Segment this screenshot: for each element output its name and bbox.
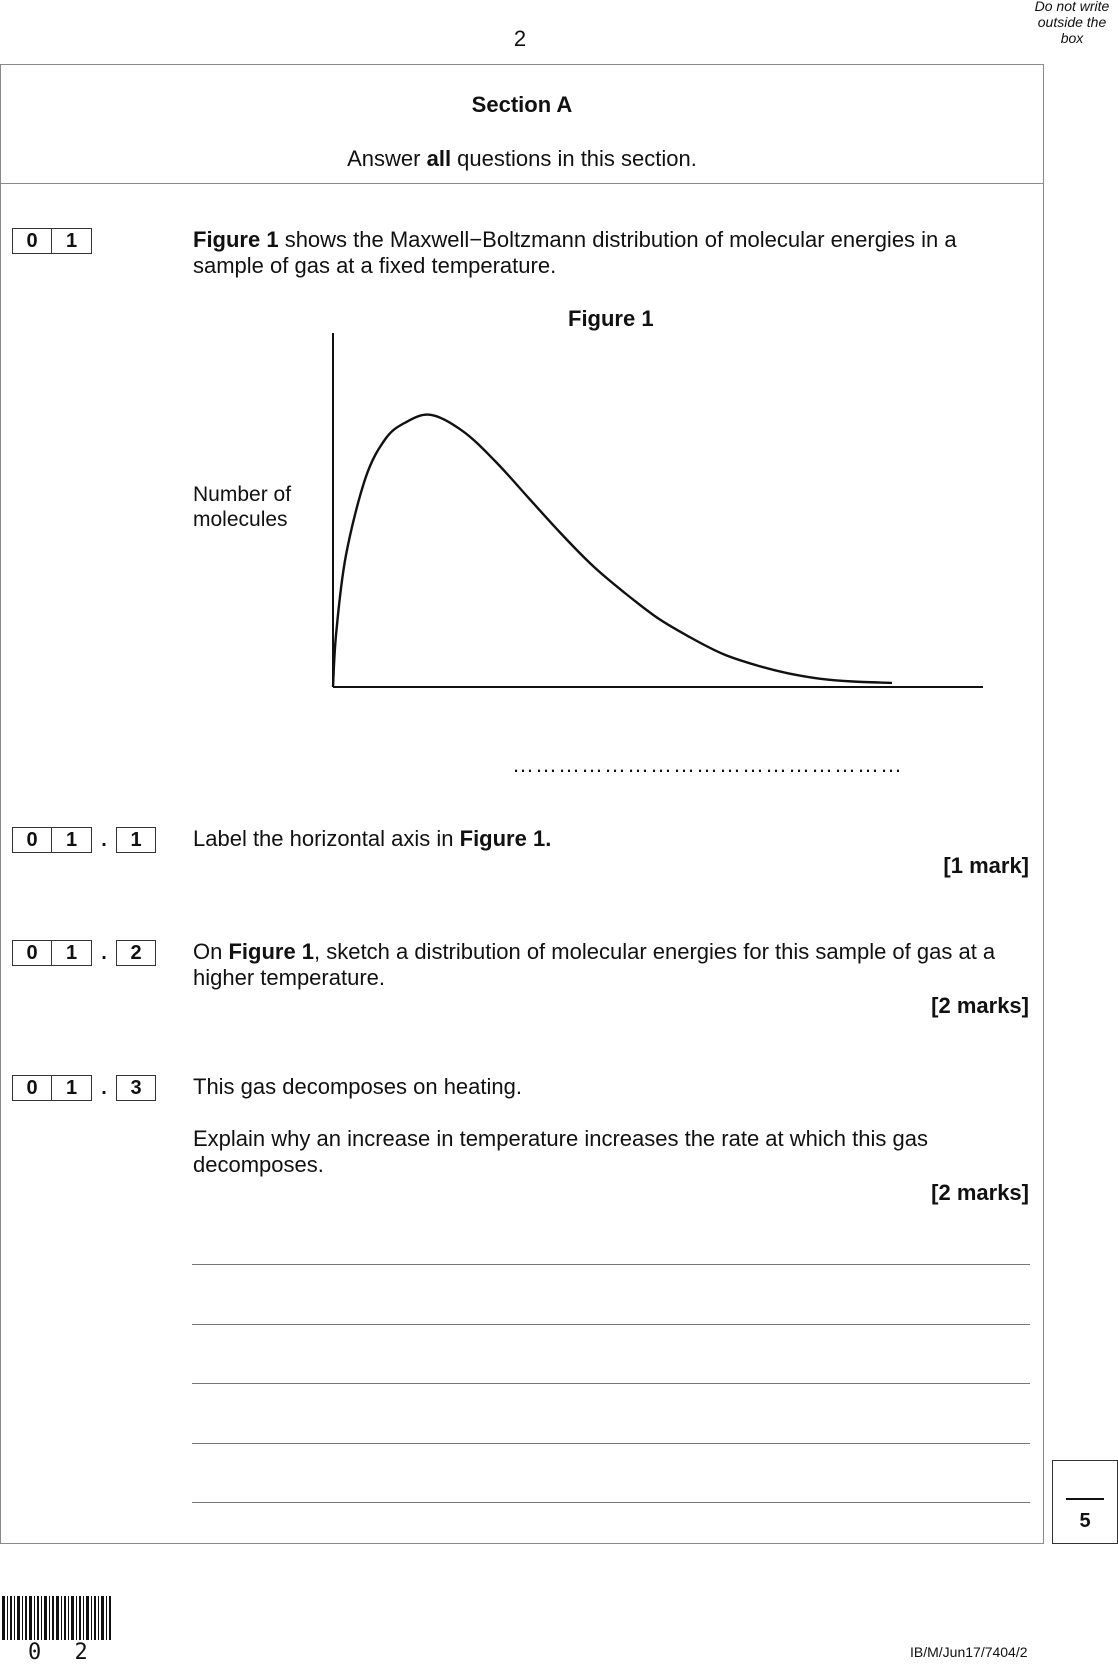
question-digit: 0	[12, 940, 52, 966]
page-number: 2	[513, 26, 527, 51]
question-digit: 1	[52, 228, 92, 254]
paper-code: IB/M/Jun17/7404/2	[910, 1644, 1028, 1660]
subquestion-01-2-text	[193, 939, 1013, 991]
figure-title: Figure 1	[568, 306, 654, 331]
distribution-chart	[0, 0, 1118, 800]
y-axis-label-line: Number of	[193, 483, 292, 506]
margin-note-line: outside the	[1037, 14, 1107, 30]
answer-line[interactable]	[192, 1383, 1030, 1384]
margin-note-line: box	[1060, 30, 1084, 46]
subquestion-text: On	[193, 939, 229, 964]
instruction-text: Answer	[347, 146, 427, 171]
question-digit: 1	[52, 1075, 92, 1101]
figure-reference: Figure 1.	[459, 826, 552, 851]
answer-line[interactable]	[192, 1443, 1030, 1444]
question-digit: 2	[116, 940, 156, 966]
question-digit: 1	[52, 827, 92, 853]
question-digit: 1	[116, 827, 156, 853]
x-axis-label-answer-line[interactable]: ……………………………………………	[512, 752, 903, 777]
subquestion-01-3-line1: This gas decomposes on heating.	[193, 1074, 522, 1099]
subquestion-01-1-text	[193, 826, 1029, 852]
question-digit: 1	[52, 940, 92, 966]
barcode-digits: 0 2	[28, 1640, 98, 1665]
marks-01-3: [2 marks]	[931, 1180, 1029, 1205]
question-number-01-1	[12, 827, 156, 853]
question-digit: 0	[12, 228, 52, 254]
answer-line[interactable]	[192, 1264, 1030, 1265]
subquestion-text: Label the horizontal axis in	[193, 826, 460, 851]
section-title: Section A	[471, 92, 573, 117]
answer-line[interactable]	[192, 1502, 1030, 1503]
y-axis-label-line: molecules	[193, 508, 288, 531]
marks-01-2: [2 marks]	[931, 993, 1029, 1018]
score-rule	[1066, 1498, 1104, 1500]
question-dot: .	[101, 941, 107, 964]
subquestion-text: , sketch a distribution of molecular energies for this sample of gas at a higher temperature.	[193, 939, 996, 990]
question-number-01-2	[12, 940, 156, 966]
question-dot: .	[101, 1076, 107, 1099]
question-digit: 3	[116, 1075, 156, 1101]
marks-01-1: [1 mark]	[943, 853, 1029, 878]
distribution-curve	[333, 415, 892, 687]
question-digit: 0	[12, 1075, 52, 1101]
instruction-text: questions in this section.	[451, 146, 697, 171]
subquestion-01-3-line2: Explain why an increase in temperature increases the rate at which this gas decomposes.	[193, 1126, 928, 1177]
barcode	[0, 1596, 120, 1640]
question-dot: .	[101, 828, 107, 851]
score-total: 5	[1079, 1510, 1091, 1532]
question-intro-text: shows the Maxwell−Boltzmann distribution of molecular energies in a sample of gas at a fixed temperature.	[193, 227, 957, 278]
margin-note-line: Do not write	[1034, 0, 1110, 14]
figure-reference: Figure 1	[228, 939, 315, 964]
figure-reference: Figure 1	[193, 227, 279, 252]
question-digit: 0	[12, 827, 52, 853]
question-number-01-3	[12, 1075, 156, 1101]
answer-line[interactable]	[192, 1324, 1030, 1325]
instruction-emphasis: all	[426, 146, 452, 171]
